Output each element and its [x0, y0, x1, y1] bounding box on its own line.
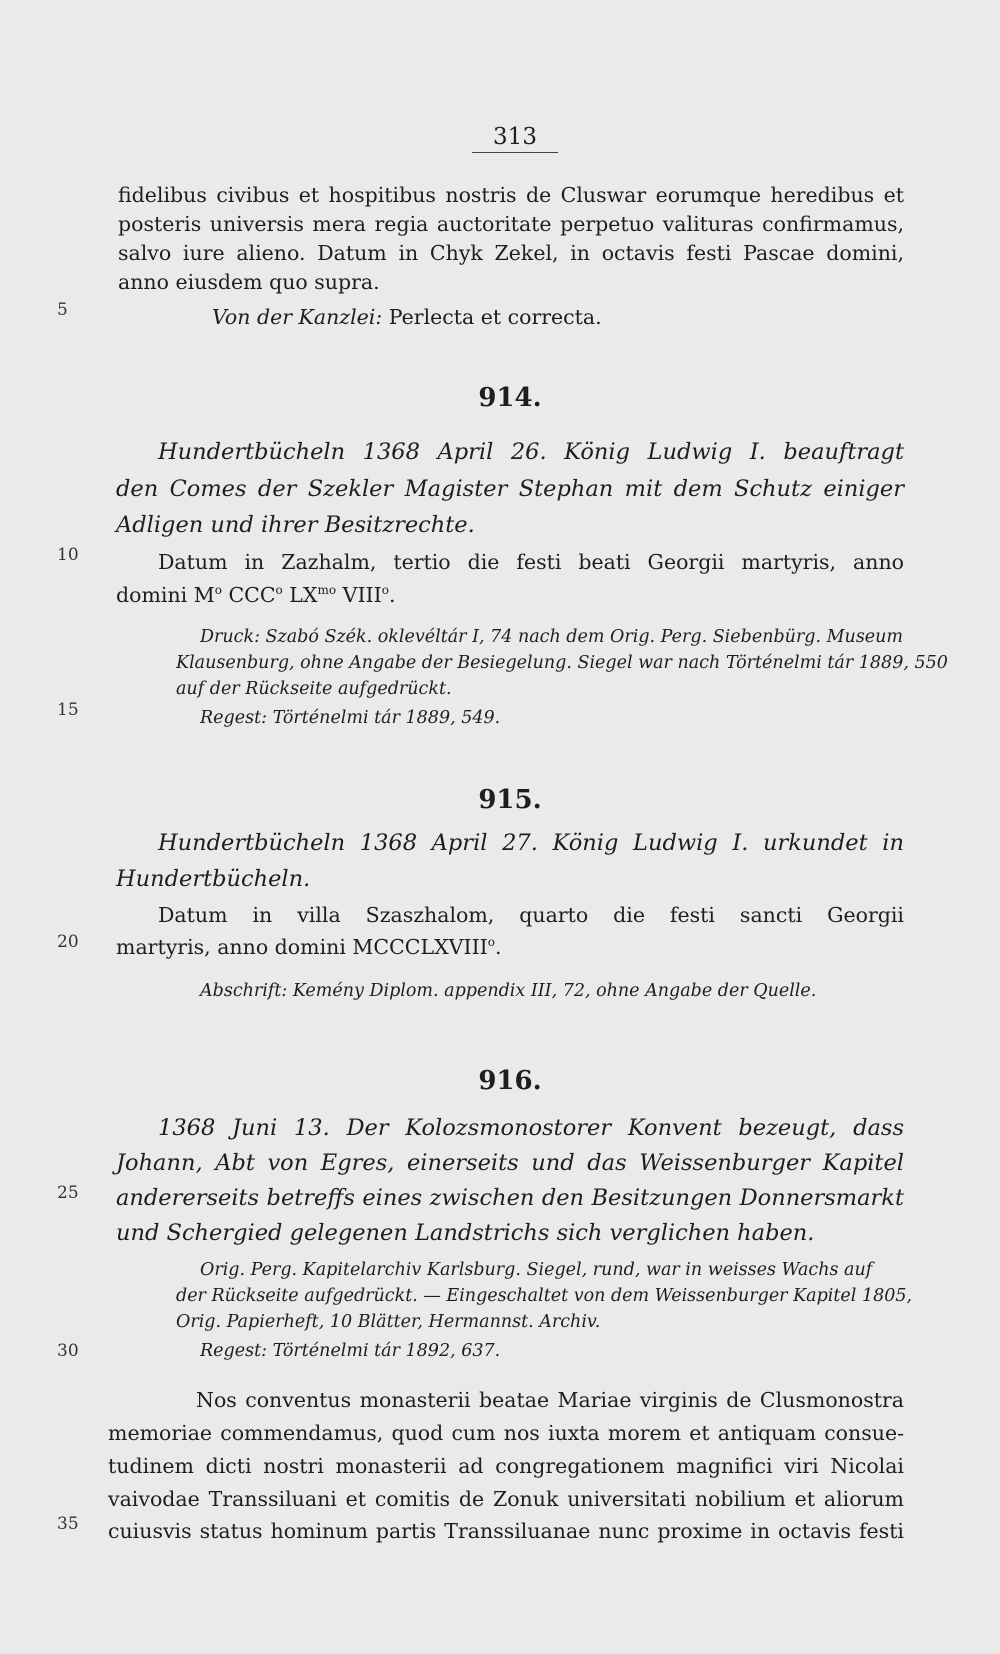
line-number: 25 — [57, 1183, 79, 1203]
heading-line: Hundertbücheln 1368 April 27. König Ludwig I. urkundet in — [158, 830, 904, 856]
line-number: 20 — [57, 932, 79, 952]
heading-line: 1368 Juni 13. Der Kolozsmonostorer Konvent bezeugt, dass — [158, 1115, 904, 1141]
note-line: Orig. Perg. Kapitelarchiv Karlsburg. Siegel, rund, war in weisses Wachs auf — [200, 1260, 873, 1280]
heading-line: Johann, Abt von Egres, einerseits und das Weissenburger Kapitel — [116, 1150, 904, 1176]
note-line: Orig. Papierheft, 10 Blätter, Hermannst. Archiv. — [176, 1312, 601, 1332]
line-number: 15 — [57, 700, 79, 720]
line-number: 35 — [57, 1514, 79, 1534]
note-line: Abschrift: Kemény Diplom. appendix III, 72, ohne Angabe der Quelle. — [200, 981, 817, 1001]
text-line: fidelibus civibus et hospitibus nostris de Cluswar eorumque heredibus et — [118, 183, 904, 207]
datum-line: domini $M^o$ CCC$^o$ $LX^{mo}$ VIII$^o$. — [116, 583, 396, 607]
text-line: salvo iure alieno. Datum in Chyk Zekel, in octavis festi Pascae domini, — [118, 241, 904, 265]
document-number: 915. — [478, 785, 542, 815]
text-line: anno eiusdem quo supra. — [118, 270, 380, 294]
note-line: Druck: Szabó Szék. oklevéltár I, 74 nach dem Orig. Perg. Siebenbürg. Museum — [200, 627, 904, 647]
datum-line: martyris, anno domini MCCCLXVIII$^o$. — [116, 935, 502, 959]
note-line: Regest: Történelmi tár 1892, 637. — [200, 1341, 501, 1361]
document-number: 914. — [478, 383, 542, 413]
datum-line: Datum in Zazhalm, tertio die festi beati Georgii martyris, anno — [158, 550, 904, 574]
line-number: 30 — [57, 1341, 79, 1361]
kanzlei-line — [212, 302, 602, 332]
note-line: Klausenburg, ohne Angabe der Besiegelung. Siegel war nach Történelmi tár 1889, 550 — [176, 653, 948, 673]
line-number: 10 — [57, 545, 79, 565]
page-number: 313 — [472, 122, 558, 153]
heading-line: und Schergied gelegenen Landstrichs sich verglichen haben. — [116, 1220, 815, 1246]
line-number: 5 — [57, 300, 68, 320]
text-line: tudinem dicti nostri monasterii ad congregationem magnifici viri Nicolai — [108, 1454, 904, 1478]
text-line: cuiusvis status hominum partis Transsiluanae nunc proxime in octavis festi — [108, 1519, 904, 1543]
heading-line: Adligen und ihrer Besitzrechte. — [116, 512, 475, 538]
text-line: posteris universis mera regia auctoritate perpetuo valituras confirmamus, — [118, 212, 904, 236]
kanzlei-text: Perlecta et correcta. — [388, 305, 602, 329]
kanzlei-label: Von der Kanzlei: — [212, 305, 383, 329]
document-number: 916. — [478, 1066, 542, 1096]
text-line: Nos conventus monasterii beatae Mariae virginis de Clusmonostra — [196, 1388, 904, 1412]
note-line: Regest: Történelmi tár 1889, 549. — [200, 708, 501, 728]
note-line: der Rückseite aufgedrückt. — Eingeschaltet von dem Weissenburger Kapitel 1805, — [176, 1286, 913, 1306]
text-line: vaivodae Transsiluani et comitis de Zonuk universitati nobilium et aliorum — [108, 1487, 904, 1511]
datum-line: Datum in villa Szaszhalom, quarto die festi sancti Georgii — [158, 903, 904, 927]
heading-line: andererseits betreffs eines zwischen den Besitzungen Donnersmarkt — [116, 1185, 904, 1211]
heading-line: Hundertbücheln. — [116, 866, 311, 892]
note-line: auf der Rückseite aufgedrückt. — [176, 679, 452, 699]
heading-line: Hundertbücheln 1368 April 26. König Ludwig I. beauftragt — [158, 439, 904, 465]
heading-line: den Comes der Szekler Magister Stephan mit dem Schutz einiger — [116, 476, 904, 502]
text-line: memoriae commendamus, quod cum nos iuxta morem et antiquam consue- — [108, 1421, 904, 1445]
